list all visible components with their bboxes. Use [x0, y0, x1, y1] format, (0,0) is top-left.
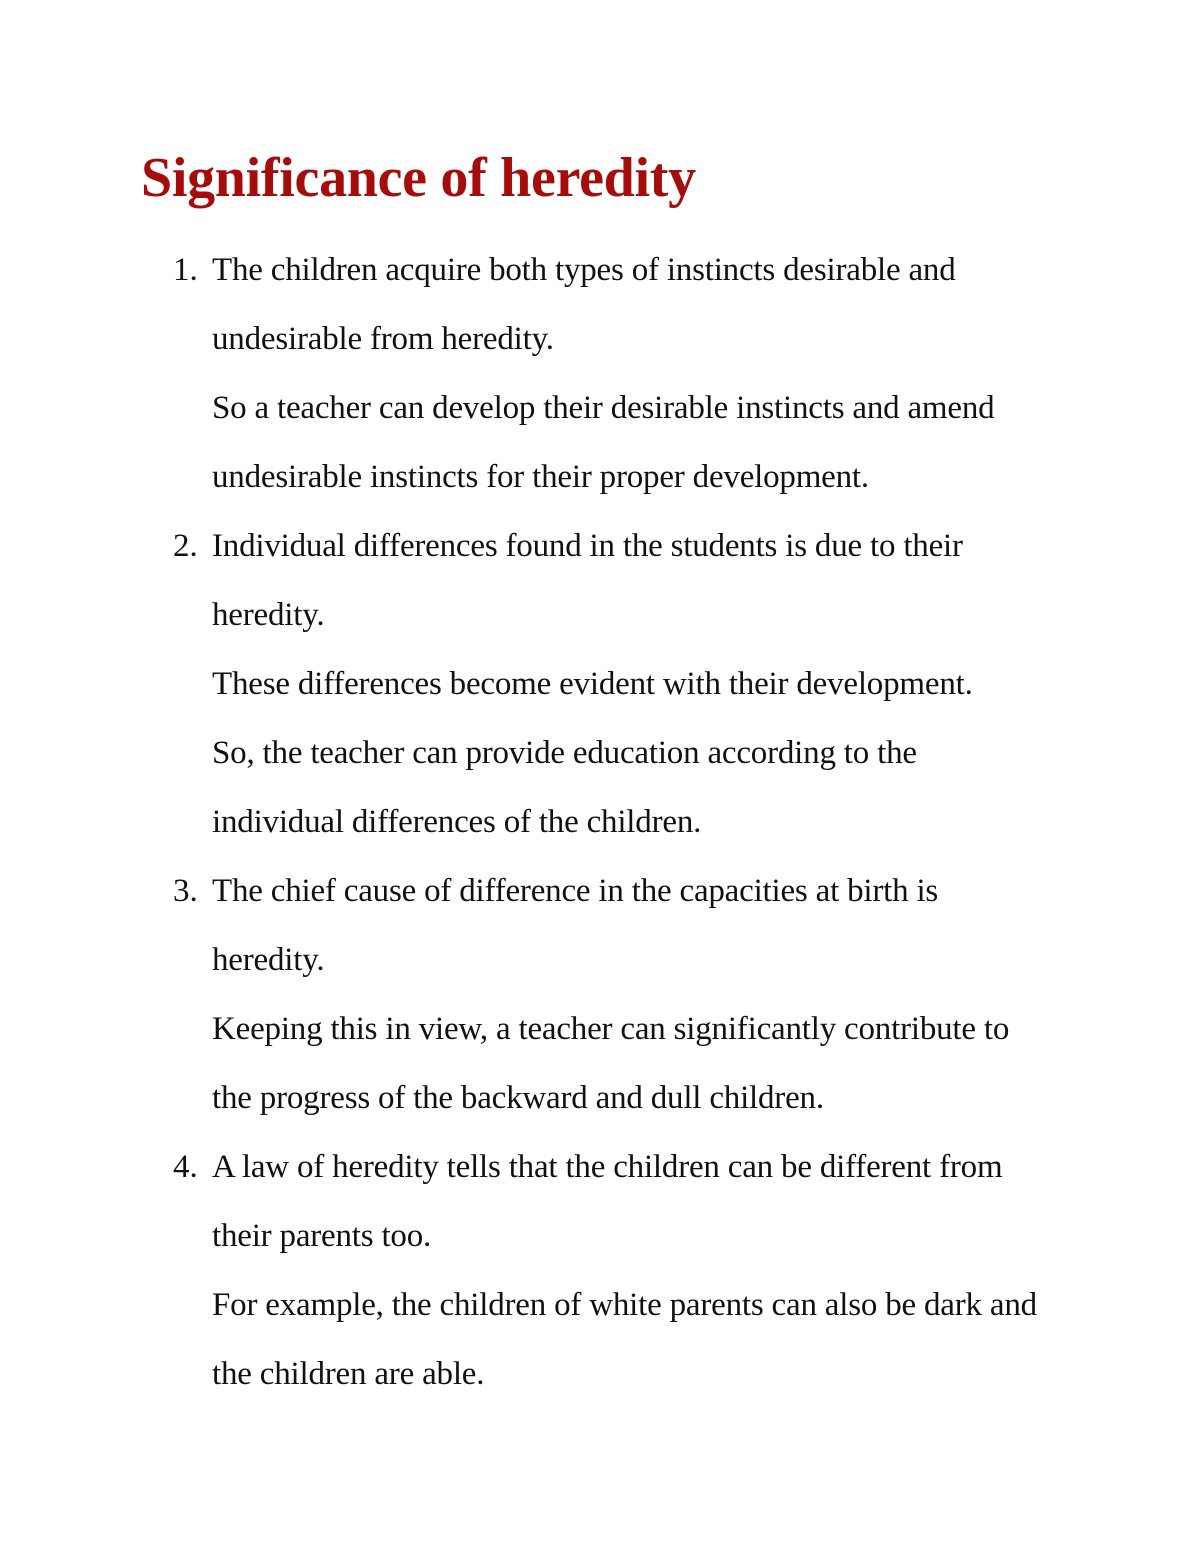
page-title: Significance of heredity	[141, 147, 696, 209]
list-text-line: individual differences of the children.	[212, 804, 702, 840]
list-text-line: For example, the children of white parents can also be dark and	[212, 1287, 1037, 1323]
list-number: 2.	[173, 528, 198, 564]
list-text-line: So a teacher can develop their desirable instincts and amend	[212, 390, 995, 426]
list-item-3	[0, 857, 1200, 1133]
list-item-4	[0, 1133, 1200, 1409]
list-text-line: Keeping this in view, a teacher can significantly contribute to	[212, 1011, 1010, 1047]
list-number: 3.	[173, 873, 198, 909]
list-text-line: heredity.	[212, 942, 325, 978]
numbered-list	[0, 236, 1200, 1409]
list-text-line: the progress of the backward and dull children.	[212, 1080, 824, 1116]
list-text-line: the children are able.	[212, 1356, 485, 1392]
list-text-line: The children acquire both types of instincts desirable and	[212, 252, 956, 288]
list-item-1	[0, 236, 1200, 512]
list-text-line: These differences become evident with their development.	[212, 666, 973, 702]
list-text-line: A law of heredity tells that the children can be different from	[212, 1149, 1003, 1185]
list-text-line: heredity.	[212, 597, 325, 633]
list-number: 4.	[173, 1149, 198, 1185]
list-text-line: So, the teacher can provide education according to the	[212, 735, 917, 771]
list-text-line: their parents too.	[212, 1218, 432, 1254]
list-text-line: undesirable from heredity.	[212, 321, 554, 357]
list-text-line: Individual differences found in the students is due to their	[212, 528, 963, 564]
list-text-line: The chief cause of difference in the capacities at birth is	[212, 873, 939, 909]
list-text-line: undesirable instincts for their proper development.	[212, 459, 869, 495]
list-number: 1.	[173, 252, 198, 288]
list-item-2	[0, 512, 1200, 857]
